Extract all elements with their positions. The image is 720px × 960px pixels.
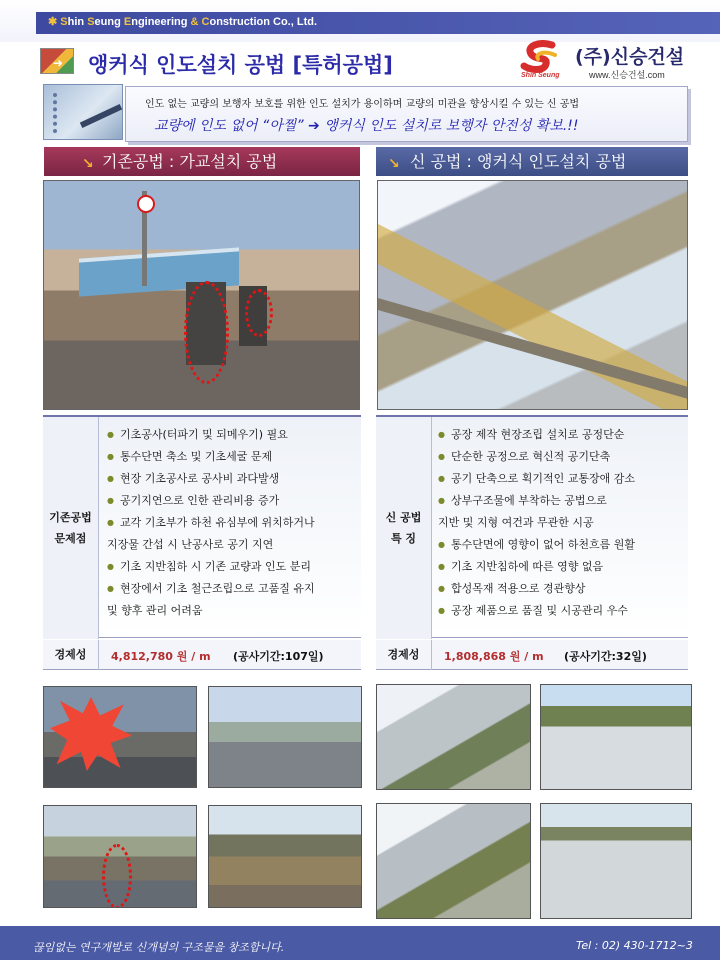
new-method-deck-photo [540, 803, 692, 919]
new-method-side-photo [376, 684, 531, 790]
new-method-photo [377, 180, 688, 410]
issue-item: ● 기초공사(터파기 및 되메우기) 필요 [107, 426, 315, 448]
new-method-features-list [438, 426, 635, 624]
feature-item: ● 단순한 공정으로 혁신적 공기단축 [438, 448, 635, 470]
old-method-road-photo [208, 686, 362, 788]
issue-item: ● 기초 지반침하 시 기존 교량과 인도 분리 [107, 558, 315, 580]
feature-item: ● 합성목재 적용으로 경관향상 [438, 580, 635, 602]
economy-label: 경제성 [376, 640, 432, 670]
feature-item: ● 공장 제품으로 품질 및 시공관리 우수 [438, 602, 635, 624]
construction-period: (공사기간:32일) [564, 650, 647, 663]
cost-value: 4,812,780 원 / m [111, 650, 211, 663]
arrow-icon: ↘ [82, 156, 94, 172]
intro-slogan: 교량에 인도 없어 “아찔” ➔ 앵커식 인도 설치로 보행자 안전성 확보.!! [154, 118, 579, 134]
new-method-underside-photo [376, 803, 531, 919]
old-method-photo [43, 180, 360, 410]
construction-period: (공사기간:107일) [233, 650, 324, 663]
feature-item: ● 기초 지반침하에 따른 영향 없음 [438, 558, 635, 580]
new-method-economy [376, 640, 688, 670]
notebook-pen-image [43, 84, 123, 140]
new-method-features-panel [376, 415, 688, 638]
logo-subtitle: Shin Seung [521, 72, 560, 79]
old-method-economy [43, 640, 361, 670]
new-method-heading: ↘ 신 공법 : 앵커식 인도설치 공법 [376, 147, 688, 176]
arrow-icon: ↘ [388, 156, 400, 172]
company-logo-text: (주)신승건설 [575, 46, 685, 68]
issue-item: ● 현장 기초공사로 공사비 과다발생 [107, 470, 315, 492]
issue-item: 및 향후 관리 어려움 [107, 604, 203, 617]
footer-phone: Tel : 02) 430-1712~3 [576, 939, 693, 952]
intro-description: 인도 없는 교량의 보행자 보호를 위한 인도 설치가 용이하며 교량의 미관을 향상시킬 수 있는 신 공법 [145, 99, 580, 110]
footer-slogan: 끊임없는 연구개발로 신개념의 구조물을 창조합니다. [33, 941, 285, 954]
feature-item: ● 통수단면에 영향이 없어 하천흐름 원활 [438, 536, 635, 558]
feature-item: ● 공기 단축으로 획기적인 교통장애 감소 [438, 470, 635, 492]
issue-item: ● 공기지연으로 인한 관리비용 증가 [107, 492, 315, 514]
old-method-issues-panel [43, 415, 361, 638]
bullet-icon: ✱ [48, 16, 61, 28]
issue-item: ● 통수단면 축소 및 기초세굴 문제 [107, 448, 315, 470]
issue-item: 지장물 간섭 시 난공사로 공기 지연 [107, 538, 274, 551]
old-method-bridge-photo [208, 805, 362, 908]
book-arrow-icon: ➜ [40, 48, 74, 74]
old-method-pier-photo [43, 805, 197, 908]
old-method-label: 기존공법 문제점 [43, 417, 99, 639]
economy-label: 경제성 [43, 640, 99, 670]
company-url: www.신승건설.com [589, 70, 665, 80]
new-method-walkway-photo [540, 684, 692, 790]
footer [0, 926, 720, 960]
page-title: 앵커식 인도설치 공법 [특허공법] [88, 53, 393, 77]
feature-item: ● 공장 제작 현장조립 설치로 공정단순 [438, 426, 635, 448]
old-method-issues-list [107, 426, 315, 624]
old-method-heading: ↘ 기존공법 : 가교설치 공법 [44, 147, 360, 176]
issue-item: ● 교각 기초부가 하천 유심부에 위치하거나 [107, 514, 315, 536]
feature-item: ● 상부구조물에 부착하는 공법으로 [438, 492, 635, 514]
company-english-name: ✱ Shin Seung Engineering & Construction Co., Ltd. [48, 16, 318, 28]
feature-item: 지반 및 지형 여건과 무관한 시공 [438, 516, 594, 529]
new-method-label: 신 공법 특 징 [376, 417, 432, 639]
issue-item: ● 현장에서 기초 철근조립으로 고품질 유지 [107, 580, 315, 602]
cost-value: 1,808,868 원 / m [444, 650, 544, 663]
